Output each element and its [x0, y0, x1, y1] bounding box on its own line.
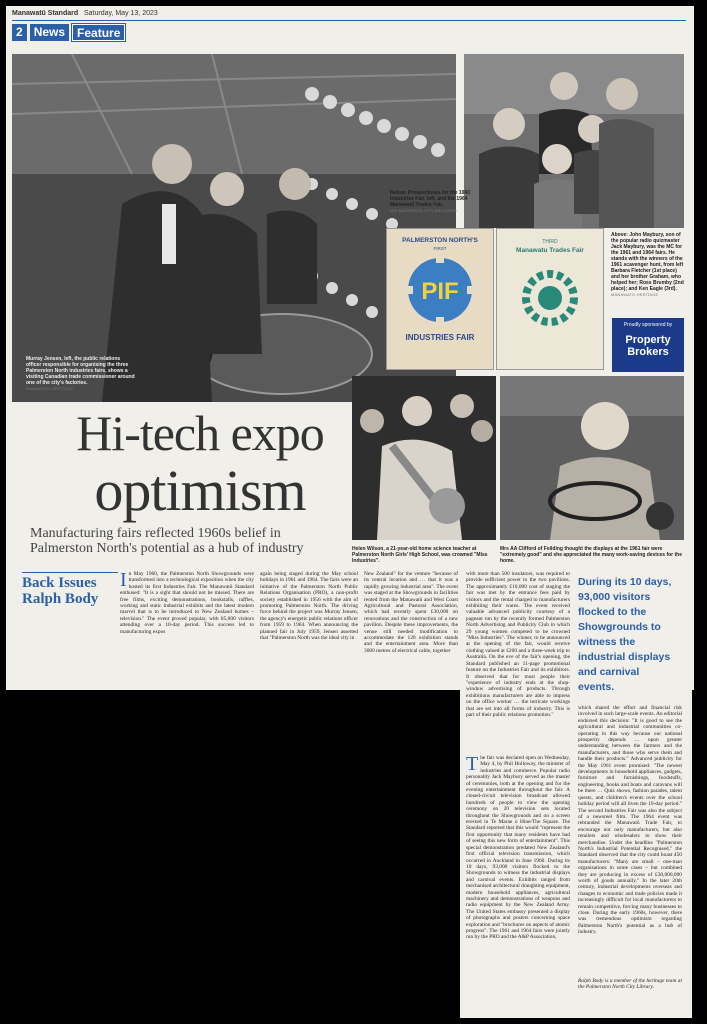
factory-photo-credit: MANAWATŪ HERITAGE [26, 386, 74, 391]
poster-left-footer: INDUSTRIES FAIR [405, 333, 475, 342]
masthead [12, 10, 158, 17]
byline [22, 572, 118, 607]
author-footnote: Ralph Body is a member of the heritage team at the Palmerston North City Library. [578, 978, 682, 991]
posters-caption: Below: Prospectuses for the 1960 Industries Fair, left, and the 1964 Manawatū Trades Fair. IAN MATHESON CITY ARCHIVES [390, 190, 471, 213]
poster-right-subtitle: Manawatu Trades Fair [516, 247, 584, 254]
article-column-4b: The fair was declared open on Wednesday, May 4, by Phil Holloway, the minister of industries and commerce. Popular radio personality Jack Maybury served as the master of ceremonies, both at the opening and for the evening entertainment throughout the fair. A closed-circuit television broadcast allowed hundreds of people to view the opening ceremony on 20 television sets located throughout the Showgrounds and on a screen erected in Te Marae o Hine/The Square. The Standard reported that this would "represent the first opportunity that many residents have had of seeing this new form of entertainment". This special demonstration predated New Zealand's first official television transmission, which occurred in Auckland in June 1960. During its 10 days, 93,000 visitors flocked to the Showgrounds to witness the industrial displays and carnival events. Exhibits ranged from mechanised architectural draughting equipment, modern household appliances, agricultural machinery and demonstrations of weapons and radio equipment by the New Zealand Army. The United States embassy presented a display of photographs and posters concerning space exploration and "brochures on aspects of atomic progress". The 1961 and 1964 fairs were jointly run by the PRO and the A&P Association, [466, 755, 570, 941]
article-column-1: In May 1960, the Palmerston North Showgrounds were transformed into a technological exposition when the city hosted its first Industries Fair. The Manawatū Standard enthused: "It is a sight that should not be missed. There are free films, exciting demonstrations, bookstalls, raffles, working and static industrial exhibits and the latest modern marvel that is to be introduced to New Zealand homes – television." The event proved popular, with 85,000 visitors attending over a 10-day period. This success led to manufacturing expos [120, 571, 254, 635]
mrs-clifford-photo [500, 376, 684, 540]
miss-industries-caption: Helen Wilson, a 21-year-old home science teacher at Palmerston North Girls' High School, was crowned "Miss Industries". [352, 546, 488, 564]
headline [40, 407, 360, 523]
article-column-5: which shared the effort and financial risk involved in such large-scale events. An editorial endorsed this decision: "It is good to see the agricultural and industrial communities co-operating in this way because our national prosperity depends … upon greater understanding between the farmers and the manufacturers, and those who serve them and handle their products." Advanced publicity for the May 1961 event promised: "The newest developments in household appliances, gadgets, furniture and furnishings, foodstuffs, engineering, books and boats and caravans will be there … Quiz shows, fashion parades, talent quests, and children's events over the school holiday period will all liven the 10-day period." The second Industries Fair was also the subject of a newsreel film. The 1964 event was rebranded the Manawatū Trade Fair, to encourage not only manufacturers, but also retailers and wholesalers to show their merchandise. Under the headline "Palmerston North's Industrial Potential Recognised," the Standard observed that the city could boast 450 manufacturers: "Many are small – one-man organisations in some cases – but combined they are producing in excess of £30,000,000 worth of goods annually." In the later 20th century, industrial developments overseas and changes to economic and trade policies made it increasingly difficult for local manufacturers to remain competitive, forcing many businesses to close. During the early 1960s, however, there was tremendous optimism regarding Palmerston North's potential as a hub of industry. [578, 705, 682, 936]
headline-line2: optimism [94, 458, 306, 523]
byline-author: Ralph Body [22, 591, 99, 607]
sponsor-badge [612, 318, 684, 372]
sponsor-label: Proudly sponsored by [623, 322, 673, 328]
industries-fair-poster [386, 228, 494, 370]
paper-name: Manawatū Standard [12, 10, 79, 17]
poster-right-title: THIRD [542, 239, 558, 245]
trades-fair-poster [496, 228, 604, 370]
article-column-2: again being staged during the May school holidays in 1961 and 1964. The fairs were an initiative of the Palmerston North Public Relations Organisation (PRO), a non-profit society established in 1956 with the aim of promoting Palmerston North. The driving force behind the project was Murray Jensen, the agency's energetic public relations officer from 1959 to 1964. When announcing the planned fair in July 1959, Jensen asserted that "Palmerston North was the ideal city in [260, 571, 358, 642]
poster-left-title: PALMERSTON NORTH'S [402, 237, 478, 244]
sponsor-name: Property Brokers [625, 334, 671, 358]
article-column-4: with more than 500 insulators, was required to provide sufficient power to the two pavilions. The approximately £10,000 cost of staging the fair was met by the entrance fees paid by visitors and the rental charged to manufacturers exhibiting their wares. The event received valuable advanced publicity courtesy of a pageant run by the recently formed Palmerston North Advertising and Publicity Club in which 29 young women competed to be crowned "Miss Industries". The winner, to be announced at the opening of the fair, would receive clothing valued at £200 and a three-week trip to Australia. On the eve of the fair's opening, the Standard published an 11-page promotional feature on the Industries Fair and its exhibitors. It observed that for most people their "experience of industry ends at the shop-window advertising of products. Through exhibitions manufacturers are able to impress on the office worker … the intricate workings that are set into all forms of industry. This is part of their public relations promotion." [466, 571, 570, 718]
scavenger-hunt-caption: Above: John Maybury, son of the popular radio quizmaster Jack Maybury, was the MC for the 1961 and 1964 fairs. He stands with the winners of the 1961 scavenger hunt, from left Barbara Fletcher (1st place) and her brother Graham, who helped her; Ross Brumby (2nd place); and Ken Eagle (3rd). MANAWATŪ HERITAGE [611, 232, 684, 297]
section-label-news: News [30, 24, 69, 41]
deck: Manufacturing fairs reflected 1960s belief in Palmerston North's potential as a hub of industry [30, 526, 304, 556]
mrs-clifford-caption: Mrs AA Clifford of Feilding thought the displays at the 1961 fair were "extremely good" and she appreciated the many work-saving devices for the home. [500, 546, 683, 564]
byline-series: Back Issues [22, 575, 97, 591]
page-number: 2 [12, 24, 27, 41]
masthead-rule [12, 20, 686, 21]
headline-line1: Hi-tech expo [76, 405, 324, 461]
scavenger-hunt-photo [464, 54, 684, 228]
factory-photo-caption: Murray Jensen, left, the public relations officer responsible for organising the three Palmerston North industries fairs, shows a visiting Canadian trade commissioner around one of the city's factories. MANAWATŪ HERITAGE [26, 356, 135, 391]
section-label-feature: Feature [72, 24, 125, 41]
pif-emblem-icon [405, 255, 475, 325]
svg-text:PIF: PIF [421, 278, 459, 305]
article-column-3: New Zealand" for the venture "because of its central location and … that it was a rapidly growing industrial area". The event was staged at the Showgrounds in facilities rented from the Manawatū and West Coast Agricultural and Pastoral Association, which had recently spent £30,000 on renovations and the construction of a new pavilion. Despite these improvements, the venue still needed modification to accommodate the 120 exhibition stands and the entertainment area. More than 3000 metres of electrical cable, together [364, 571, 458, 654]
pull-quote: During its 10 days, 93,000 visitors flocked to the Showgrounds to witness the industrial displays and carnival events. [578, 576, 672, 693]
gear-icon [519, 267, 581, 329]
poster-left-subtitle: FIRST [433, 246, 447, 251]
section-header [12, 24, 125, 41]
drop-cap: I [120, 571, 127, 591]
issue-date: Saturday, May 13, 2023 [83, 10, 158, 17]
miss-industries-photo [352, 376, 496, 540]
drop-cap: T [466, 755, 479, 775]
